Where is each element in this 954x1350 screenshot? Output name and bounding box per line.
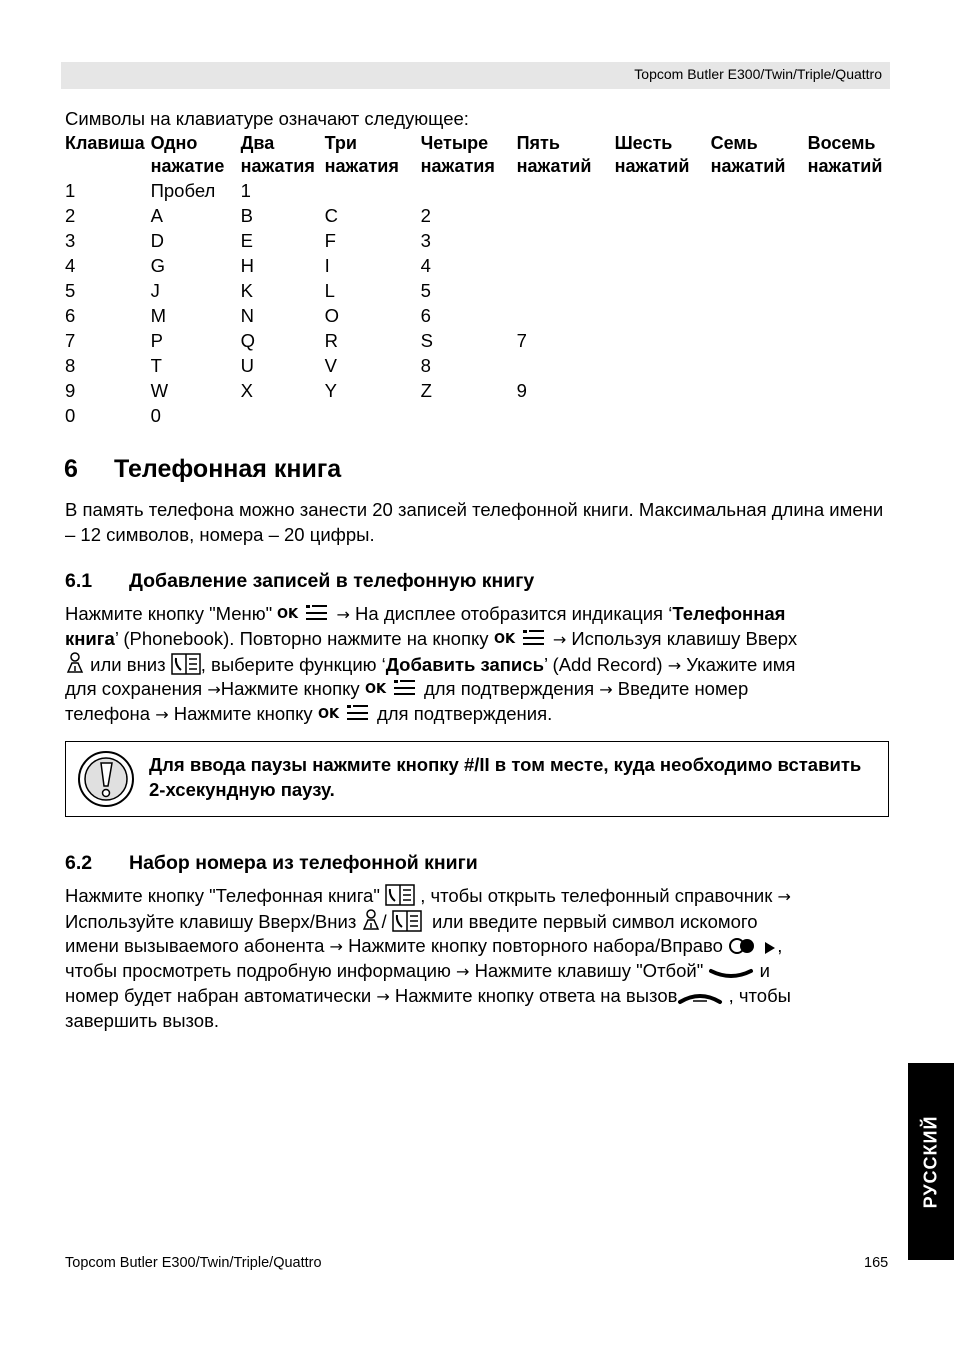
table-cell xyxy=(514,353,612,378)
table-cell: 2 xyxy=(65,205,76,226)
arrow-icon: → xyxy=(599,680,613,699)
arrow-icon: → xyxy=(376,987,390,1006)
table-cell xyxy=(708,178,805,203)
table-row xyxy=(62,403,895,428)
section-6-2-text: Нажмите кнопку "Телефонная книга" , чтобы открыть телефонный справочник → Используйте клавишу Вверх/Вниз / или введите первый символ искомого имени вызываемого абонента → Нажмите кнопку повторного набора/Вправо , чтобы просмотреть подробную информацию → Нажмите клавишу "Отбой" и номер будет набран автоматически → Нажмите кнопку ответа на вызов , чтобы завершить вызов. xyxy=(65,885,791,1031)
language-tab-label: РУССКИЙ xyxy=(920,1115,941,1208)
table-cell xyxy=(612,203,708,228)
table-cell: J xyxy=(150,280,160,301)
header-cell: Пять нажатий xyxy=(516,133,592,176)
table-cell xyxy=(514,403,612,428)
table-cell xyxy=(805,303,895,328)
table-row xyxy=(62,253,895,278)
table-cell: M xyxy=(150,305,166,326)
table-cell: 4 xyxy=(65,255,76,276)
header-cell: Клавиша xyxy=(65,133,145,153)
table-cell: S xyxy=(420,330,433,351)
page-number: 165 xyxy=(864,1255,889,1271)
table-cell xyxy=(805,378,895,403)
table-cell: 9 xyxy=(65,380,76,401)
table-cell xyxy=(805,253,895,278)
table-cell: 0 xyxy=(65,405,76,426)
table-row xyxy=(62,203,895,228)
table-cell xyxy=(708,328,805,353)
header-cell: Семь нажатий xyxy=(710,133,786,176)
table-cell xyxy=(805,353,895,378)
language-tab xyxy=(908,1063,954,1260)
table-cell: V xyxy=(324,355,337,376)
table-cell xyxy=(514,303,612,328)
table-cell: W xyxy=(150,380,169,401)
table-cell: X xyxy=(240,380,253,401)
table-cell xyxy=(514,178,612,203)
table-cell: 3 xyxy=(420,230,431,251)
table-cell xyxy=(708,403,805,428)
arrow-icon: → xyxy=(667,656,682,675)
table-cell xyxy=(708,228,805,253)
table-cell: L xyxy=(324,280,335,301)
table-cell xyxy=(805,228,895,253)
header-cell: Одно нажатие xyxy=(150,133,225,176)
arrow-icon: → xyxy=(155,705,169,724)
table-cell xyxy=(514,253,612,278)
table-cell: 2 xyxy=(420,205,431,226)
exclamation-icon xyxy=(77,750,135,813)
footer-title: Topcom Butler E300/Twin/Triple/Quattro xyxy=(65,1255,322,1271)
table-cell: 6 xyxy=(65,305,76,326)
table-cell: 0 xyxy=(150,405,161,426)
table-cell: 8 xyxy=(65,355,76,376)
table-cell: 7 xyxy=(65,330,76,351)
arrow-icon: → xyxy=(336,605,350,624)
table-cell: 7 xyxy=(516,330,527,351)
table-cell: 5 xyxy=(420,280,431,301)
table-cell: Y xyxy=(324,380,337,401)
table-cell xyxy=(612,303,708,328)
table-cell: O xyxy=(324,305,339,326)
table-cell: A xyxy=(150,205,163,226)
header-cell: Два нажатия xyxy=(240,133,315,176)
table-row xyxy=(62,378,895,403)
svg-text:OK: OK xyxy=(493,632,515,647)
header-cell: Четыре нажатия xyxy=(420,133,495,176)
table-cell: U xyxy=(240,355,254,376)
table-cell xyxy=(805,178,895,203)
table-cell xyxy=(322,403,418,428)
table-cell: P xyxy=(150,330,163,351)
table-cell xyxy=(514,228,612,253)
note-box xyxy=(65,741,889,817)
table-cell: Пробел xyxy=(150,180,216,201)
table-cell xyxy=(612,178,708,203)
table-cell: T xyxy=(150,355,162,376)
section-6-text: В память телефона можно занести 20 записей телефонной книги. Максимальная длина имени – 12 символов, номера – 20 цифры. xyxy=(65,499,884,545)
ok-menu-icon xyxy=(318,702,372,730)
arrow-icon: → xyxy=(329,937,343,956)
table-cell xyxy=(612,278,708,303)
table-cell: Z xyxy=(420,380,432,401)
svg-text:OK: OK xyxy=(364,682,386,697)
table-header-row xyxy=(62,132,895,178)
table-cell xyxy=(238,403,322,428)
table-cell: 1 xyxy=(240,180,251,201)
table-cell: 8 xyxy=(420,355,431,376)
table-row xyxy=(62,303,895,328)
table-cell: E xyxy=(240,230,253,251)
table-cell xyxy=(514,203,612,228)
header-cell: Восемь нажатий xyxy=(807,133,883,176)
table-cell: Q xyxy=(240,330,255,351)
table-cell: 4 xyxy=(420,255,431,276)
table-row xyxy=(62,328,895,353)
table-cell: I xyxy=(324,255,330,276)
table-cell: R xyxy=(324,330,338,351)
table-cell: D xyxy=(150,230,164,251)
table-cell xyxy=(805,403,895,428)
table-cell xyxy=(805,328,895,353)
table-cell: 3 xyxy=(65,230,76,251)
page-header xyxy=(61,62,890,89)
svg-text:OK: OK xyxy=(317,707,339,722)
table-cell xyxy=(612,353,708,378)
table-cell xyxy=(708,253,805,278)
table-cell xyxy=(805,278,895,303)
note-text: Для ввода паузы нажмите кнопку #/II в том месте, куда необходимо вставить 2-хсекундную паузу. xyxy=(149,754,862,800)
answer-icon xyxy=(677,987,723,1012)
table-cell: N xyxy=(240,305,254,326)
table-cell: 6 xyxy=(420,305,431,326)
table-row xyxy=(62,353,895,378)
svg-text:OK: OK xyxy=(277,607,299,622)
arrow-icon: → xyxy=(552,630,567,649)
table-cell xyxy=(708,303,805,328)
header-cell: Шесть нажатий xyxy=(614,133,690,176)
table-cell xyxy=(708,278,805,303)
table-cell xyxy=(612,403,708,428)
table-cell: C xyxy=(324,205,338,226)
intro-text: Символы на клавиатуре означают следующее: xyxy=(65,108,469,129)
header-title: Topcom Butler E300/Twin/Triple/Quattro xyxy=(634,66,882,82)
arrow-icon: → xyxy=(207,680,221,699)
section-6-heading: 6 Телефонная книга xyxy=(64,455,342,483)
table-cell xyxy=(418,403,514,428)
section-6-2-heading: 6.2 Набор номера из телефонной книги xyxy=(65,852,478,874)
header-cell: Три нажатия xyxy=(324,133,399,176)
table-cell: G xyxy=(150,255,165,276)
table-cell: F xyxy=(324,230,336,251)
table-cell xyxy=(805,203,895,228)
table-cell: 5 xyxy=(65,280,76,301)
section-6-1-heading: 6.1 Добавление записей в телефонную книгу xyxy=(65,570,535,592)
section-6-1-text: Нажмите кнопку "Меню" OK → На дисплее отобразится индикация ‘Телефонная книга’ (Phonebook). Повторно нажмите на кнопку OK → Используя клавишу Вверх или вниз , выберите функцию ‘Добавить запись’ (Add Record) → Укажите имя для сохранения →Нажмите кнопку OK для подтверждения → Введите номер телефона → Нажмите кнопку OK для подтверждения. xyxy=(65,601,890,726)
table-cell xyxy=(612,228,708,253)
table-cell xyxy=(612,253,708,278)
table-row xyxy=(62,178,895,203)
table-cell xyxy=(514,278,612,303)
table-cell: K xyxy=(240,280,253,301)
arrow-icon: → xyxy=(777,887,791,906)
table-row xyxy=(62,228,895,253)
table-cell xyxy=(418,178,514,203)
table-cell: B xyxy=(240,205,253,226)
table-cell: H xyxy=(240,255,254,276)
table-cell xyxy=(708,378,805,403)
table-cell xyxy=(612,328,708,353)
table-cell xyxy=(708,203,805,228)
table-cell xyxy=(708,353,805,378)
table-cell: 9 xyxy=(516,380,527,401)
table-cell: 1 xyxy=(65,180,76,201)
key-table xyxy=(62,132,895,428)
table-cell xyxy=(322,178,418,203)
table-cell xyxy=(612,378,708,403)
table-row xyxy=(62,278,895,303)
arrow-icon: → xyxy=(456,962,470,981)
